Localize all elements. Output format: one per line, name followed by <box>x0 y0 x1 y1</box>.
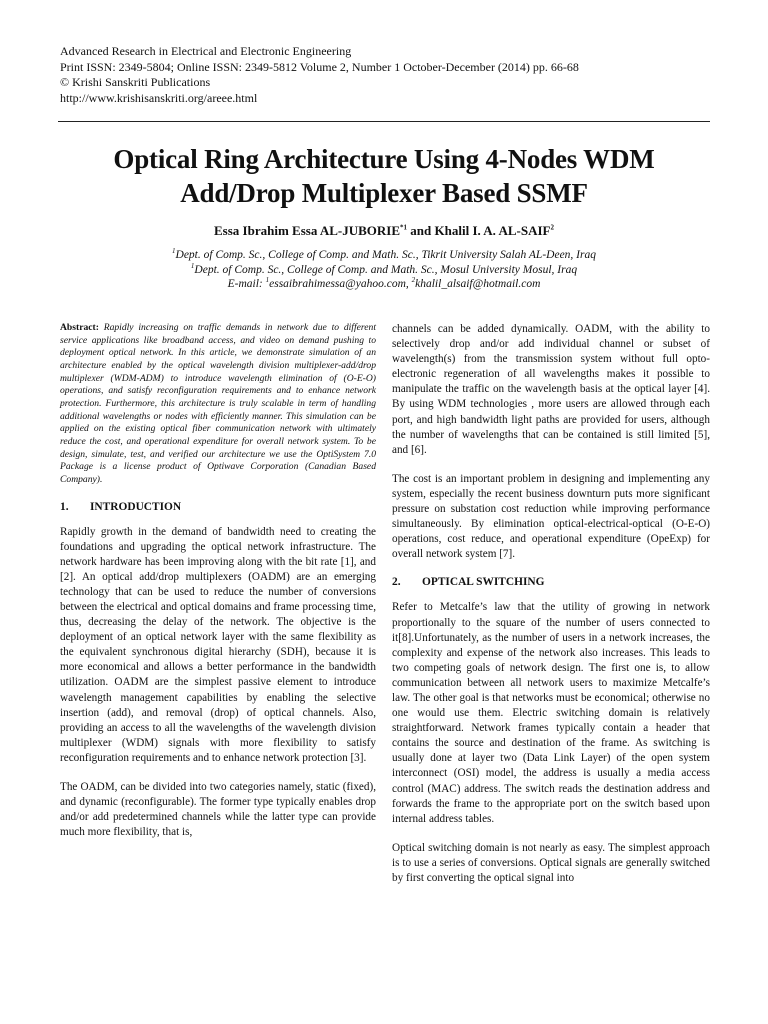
issn-line: Print ISSN: 2349-5804; Online ISSN: 2349-5812 Volume 2, Number 1 October-December (2014) pp. 66-68 <box>60 59 579 74</box>
section-title: OPTICAL SWITCHING <box>422 576 545 589</box>
paper-title <box>40 142 728 210</box>
affiliation-1 <box>40 248 728 263</box>
authors-and: and <box>407 223 435 238</box>
paragraph: Optical switching domain is not nearly as easy. The simplest approach is to use a series of conversions. Optical signals are generally switched by first converting the optical signal into <box>392 841 710 884</box>
paragraph: Rapidly growth in the demand of bandwidth need to creating the foundations and upgrading the optical network infrastructure. The network hardware has been improving along with the bit rate [1], and [2]. An optical add/drop multiplexers (OADM) are an emerging technology that can be used to reduce the number of conversions between the electrical and optical domains and frame processing time, thus, decreasing the delay of the network. The objective is the deployment of an optical network layer with the same flexibility as the equivalent synchronous digital hierarchy (SDH), because it is more economical and allows a better performance in the bandwidth utilization. OADM are the simplest passive element to introduce wavelength management capabilities by enabling the selective insertion (add), and removal (drop) of optical channels. Also, providing an access to all the wavelengths of the wavelength division multiplexer (WDM) signals with more flexibility to satisfy reconfiguration requirements and to enhance network protection [3]. <box>60 525 376 764</box>
journal-name: Advanced Research in Electrical and Electronic Engineering <box>60 44 352 58</box>
abstract-text: Rapidly increasing on traffic demands in network due to different service applications like broadband access, and video on demand pushing to deployment optical network. In this article, we demonstrate simulation of an architecture enabled by the optical wavelength division multiplexer-add/drop multiplexer (WDM-ADM) to introduce wavelength elimination of (O-E-O) operations, and satisfy reconfiguration requirements and to enhance network protection. Furthermore, this architecture is truly scalable in term of handling additional wavelengths or nodes with efficiently manner. This simulation can be applied on the existing optical fiber communication network with ultimately reduce the cost, and operational expenditure for overall network system. To be design, simulate, test, and verified our architecture we use the OptiSystem 7.0 Package is a license product of Optiwave Corporation (Canadian Based Company). <box>60 322 376 485</box>
title-line-2: Add/Drop Multiplexer Based SSMF <box>180 178 588 208</box>
section-number: 1. <box>60 500 69 513</box>
paragraph: The cost is an important problem in designing and implementing any system, especially the recent business downturn puts more significant pressure on substation cost reduction while improving performance simultaneously. By elimination optical-electrical-optical (O-E-O) operations, cost reduce, and operational expenditure (OpeExp) for overall network system [7]. <box>392 472 710 561</box>
author-2-sup: 2 <box>550 223 554 232</box>
paragraph: The OADM, can be divided into two categories namely, static (fixed), and dynamic (reconfigurable). The former type typically enables drop and/or add predetermined channels while the latter type can provide much more flexibility, that is, <box>60 781 376 839</box>
abstract-label: Abstract: <box>60 322 99 333</box>
header-rule <box>58 121 710 122</box>
email-label: E-mail: <box>227 278 266 290</box>
paragraph: Refer to Metcalfe’s law that the utility of growing in network proportionally to the square of the number of users connected to it[8].Unfortunately, as the number of users in a network increases, the complexity and expense of the network also increases. This leads to two competing goals of network design. The first one is, to allow communication between all network users to maximize Metcalfe’s law. The other goal is that networks must be economical; otherwise no one would use them. Electric switching domain is relatively straightforward. Network frames typically contain a header that contains the source and destination of the frame. As switching is usually done at layer two (Data Link Layer) of the open system interconnect (OSI) model, the address is usually a media access control (MAC) address. The switch reads the destination address and forwards the frame to the appropriate port on the switch based upon internal address tables. <box>392 601 710 825</box>
email-line <box>40 277 728 292</box>
journal-header <box>60 44 720 106</box>
section-title: INTRODUCTION <box>90 500 182 513</box>
email-1[interactable]: essaibrahimessa@yahoo.com, <box>269 278 412 290</box>
left-column <box>60 322 376 840</box>
author-1-sup: *1 <box>400 223 408 232</box>
author-2: Khalil I. A. AL-SAIF <box>434 223 551 238</box>
affiliation-2 <box>40 263 728 278</box>
title-line-1: Optical Ring Architecture Using 4-Nodes WDM <box>113 144 655 174</box>
publisher-line: © Krishi Sanskriti Publications <box>60 75 211 89</box>
paragraph: channels can be added dynamically. OADM, with the ability to selectively drop and/or add individual channel or subset of wavelength(s) from the transmission system without full opto-electronic regeneration of all wavelengths makes it possible to manipulate the traffic on the wavelength basis at the optical layer [4]. By using WDM technologies , more users are allowed through each port, and high bandwidth light paths are provided for users, although the number of wavelengths that can be contained is still limited [5], and [6]. <box>392 323 710 456</box>
affiliations <box>40 248 728 292</box>
authors-line <box>40 223 728 239</box>
email-2[interactable]: khalil_alsaif@hotmail.com <box>415 278 541 290</box>
affiliation-1-text: Dept. of Comp. Sc., College of Comp. and Math. Sc., Tikrit University Salah AL-Deen, Iraq <box>175 249 596 261</box>
email-2-sup: 2 <box>411 276 416 285</box>
section-heading-introduction <box>60 501 376 513</box>
section-number: 2. <box>392 576 401 589</box>
abstract <box>60 322 376 487</box>
affiliation-2-sup: 1 <box>190 261 195 270</box>
section-heading-optical-switching <box>392 576 710 588</box>
affiliation-1-sup: 1 <box>172 247 176 256</box>
journal-url[interactable]: http://www.krishisanskriti.org/areee.html <box>60 90 258 105</box>
right-column <box>392 322 710 886</box>
affiliation-2-text: Dept. of Comp. Sc., College of Comp. and Math. Sc., Mosul University Mosul, Iraq <box>194 263 578 276</box>
email-1-sup: 1 <box>265 276 270 285</box>
author-1: Essa Ibrahim Essa AL-JUBORIE <box>214 223 401 238</box>
